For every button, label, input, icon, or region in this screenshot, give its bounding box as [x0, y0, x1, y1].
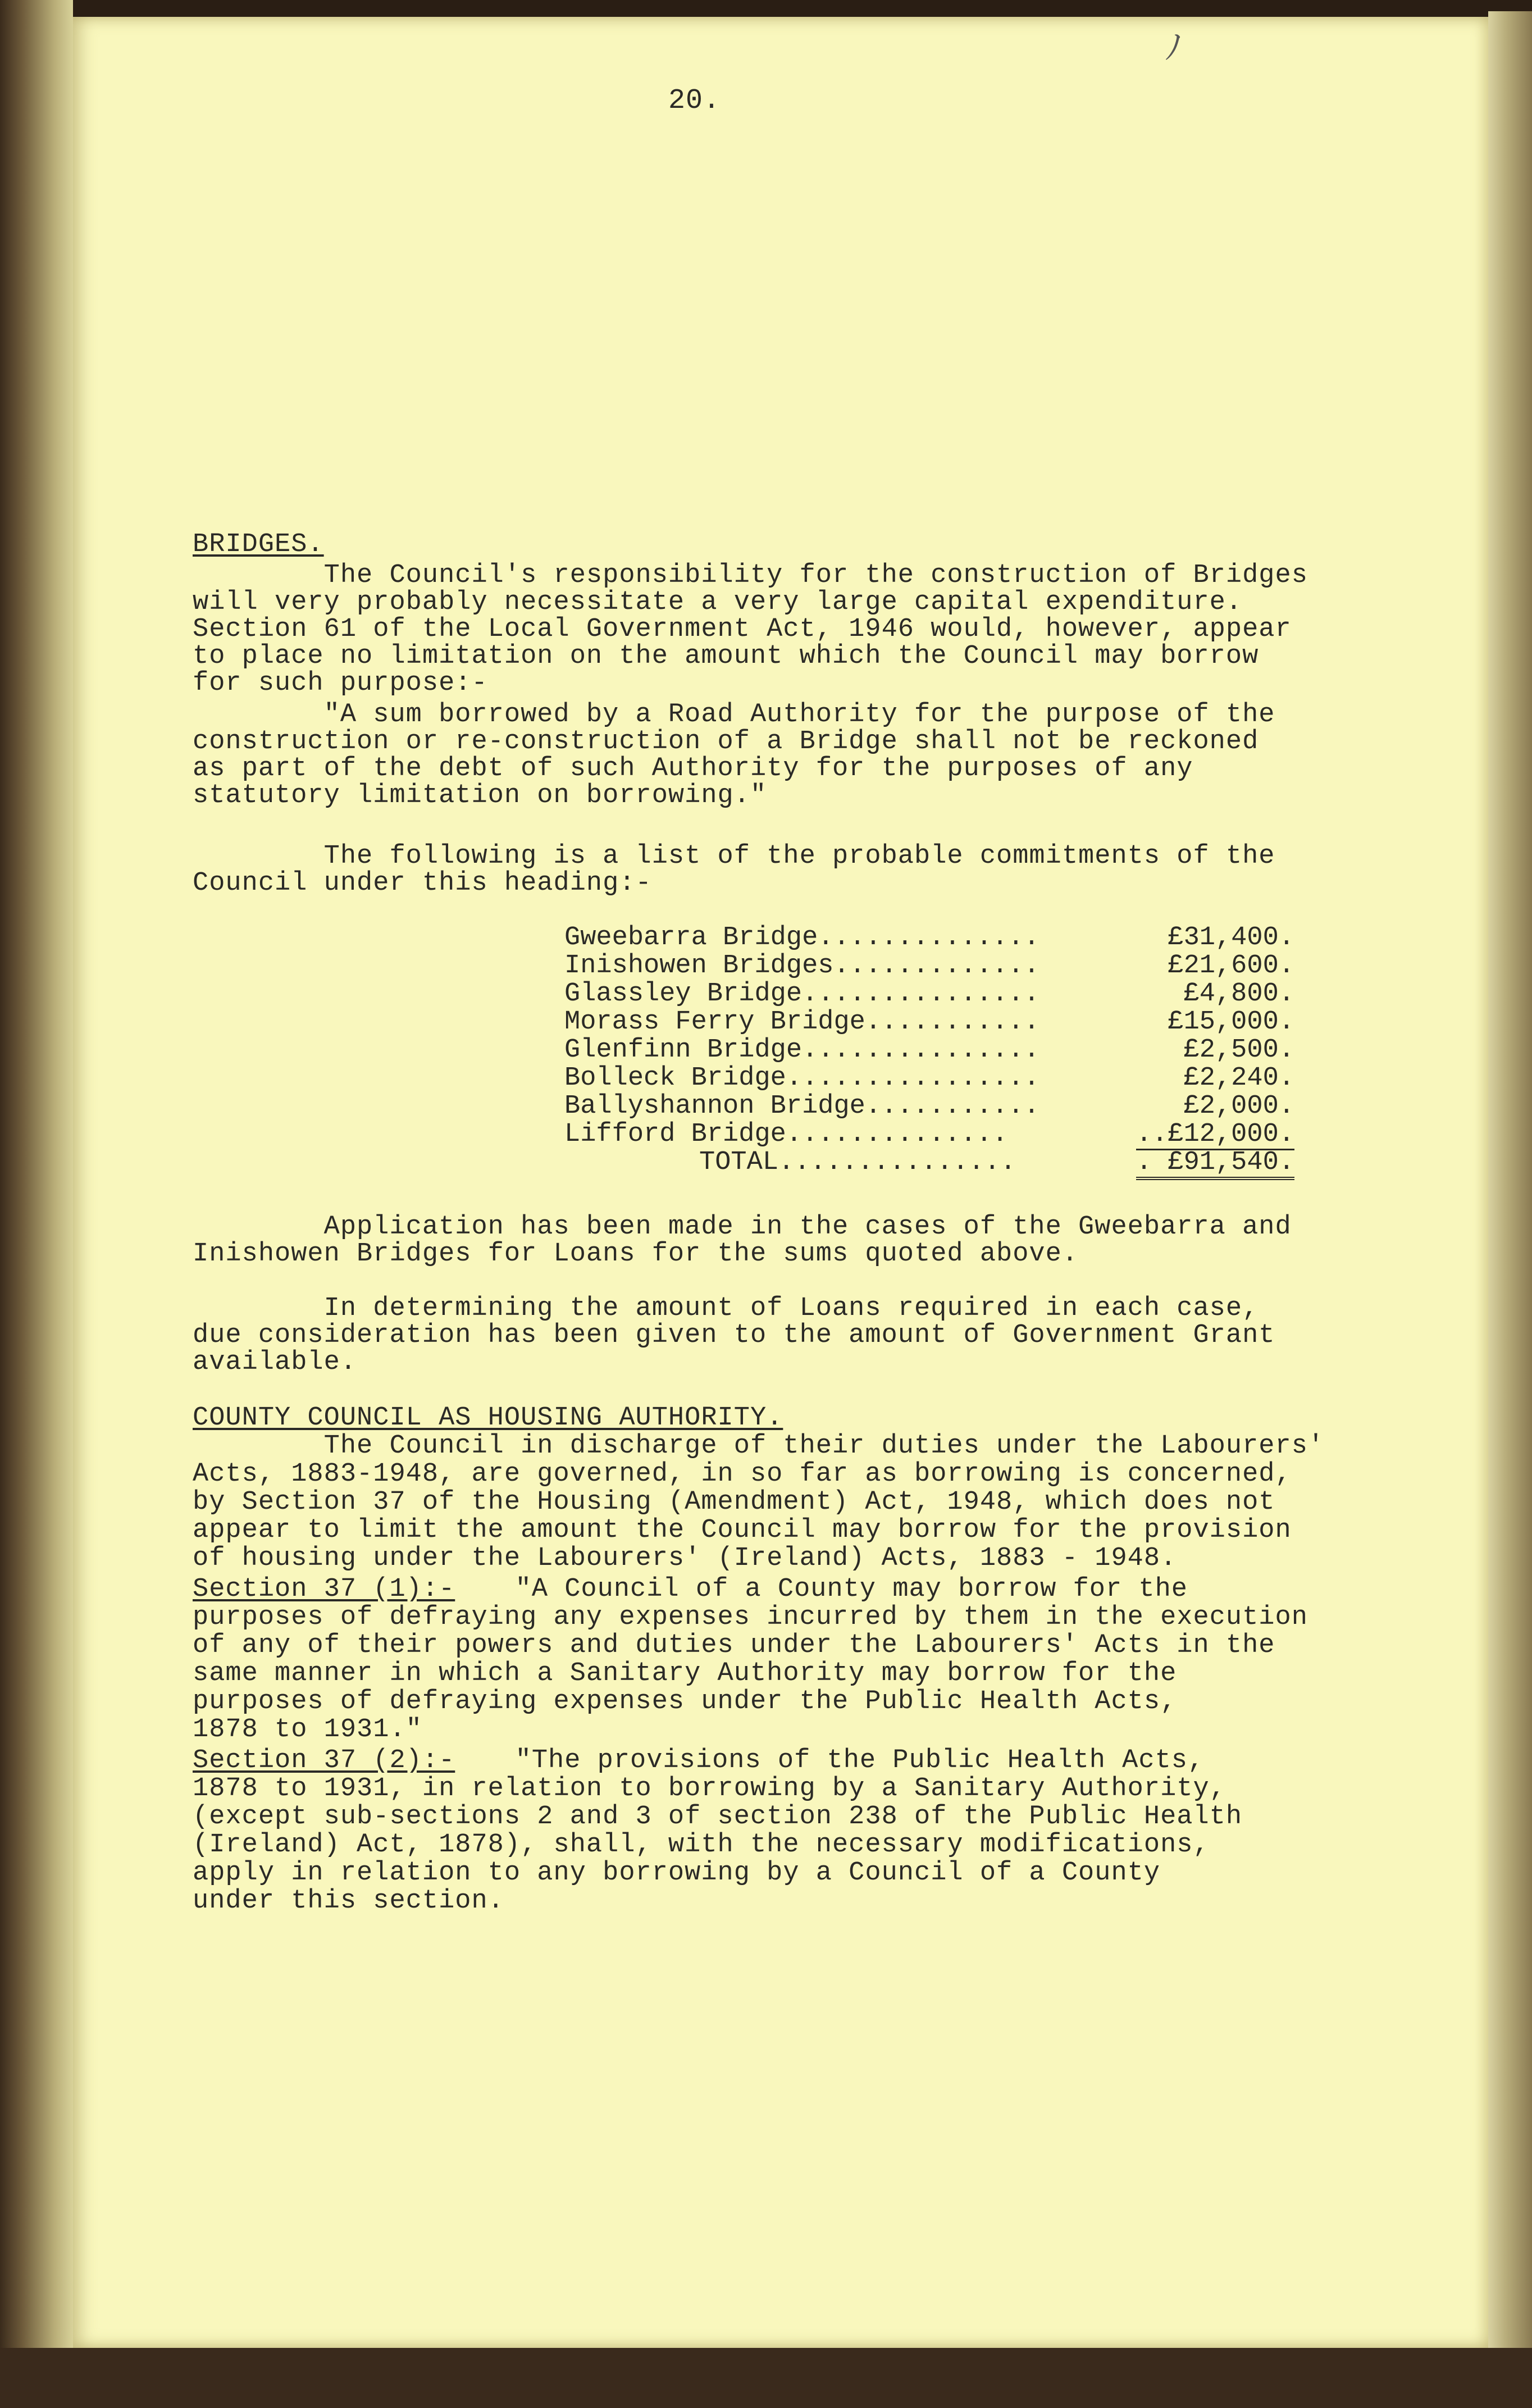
list-item: Glenfinn Bridge............... £2,500. [564, 1035, 1294, 1065]
section-37-1-line: of any of their powers and duties under the Labourers' Acts in the [193, 1631, 1275, 1660]
section-37-2-line: (except sub-sections 2 and 3 of section 238 of the Public Health [193, 1802, 1243, 1832]
section-37-2-line: 1878 to 1931, in relation to borrowing by a Sanitary Authority, [193, 1774, 1226, 1804]
total-amount: . £91,540. [1136, 1149, 1294, 1180]
bridges-para-line: The Council's responsibility for the construction of Bridges [193, 561, 1308, 590]
document-page [73, 17, 1488, 2348]
section-37-2-line: apply in relation to any borrowing by a Council of a County [193, 1858, 1161, 1888]
list-item: Gweebarra Bridge.............. £31,400. [564, 923, 1294, 953]
housing-para-line: The Council in discharge of their duties under the Labourers' [193, 1431, 1325, 1461]
determining-line: In determining the amount of Loans required in each case, [193, 1294, 1259, 1323]
housing-para-line: Acts, 1883-1948, are governed, in so far as borrowing is concerned, [193, 1459, 1292, 1489]
section-37-2-line: under this section. [193, 1886, 504, 1916]
determining-line: due consideration has been given to the amount of Government Grant [193, 1321, 1275, 1350]
determining-line: available. [193, 1348, 357, 1377]
list-item: Inishowen Bridges............. £21,600. [564, 951, 1294, 981]
bridges-para-line: for such purpose:- [193, 668, 488, 698]
bridges-para-line: will very probably necessitate a very large capital expenditure. [193, 588, 1243, 617]
bridges-commitment-list [564, 924, 1294, 1177]
housing-para-line: of housing under the Labourers' (Ireland) Acts, 1883 - 1948. [193, 1544, 1177, 1573]
bridges-quote-line: "A sum borrowed by a Road Authority for the purpose of the [193, 700, 1275, 730]
section-37-1-line: same manner in which a Sanitary Authority may borrow for the [193, 1659, 1177, 1688]
housing-para-line: appear to limit the amount the Council may borrow for the provision [193, 1515, 1292, 1545]
list-item: Morass Ferry Bridge........... £15,000. [564, 1007, 1294, 1037]
list-item: Glassley Bridge............... £4,800. [564, 979, 1294, 1009]
section-37-1-label: Section 37 (1):- [193, 1574, 455, 1604]
section-37-2-text: "The provisions of the Public Health Acts, [466, 1746, 1205, 1776]
bridges-para-line: to place no limitation on the amount which the Council may borrow [193, 641, 1259, 671]
list-item: Ballyshannon Bridge........... £2,000. [564, 1091, 1294, 1121]
total-label: TOTAL............... [699, 1148, 1016, 1177]
housing-para-line: by Section 37 of the Housing (Amendment) Act, 1948, which does not [193, 1487, 1275, 1517]
page-bottom-shadow [0, 2348, 1532, 2408]
bridges-para-line: Section 61 of the Local Government Act, 1946 would, however, appear [193, 614, 1292, 644]
bridges-quote-line: statutory limitation on borrowing." [193, 781, 767, 811]
bridges-quote-line: construction or re-construction of a Bridge shall not be reckoned [193, 727, 1259, 757]
list-item: Lifford Bridge.............. ..£12,000. [564, 1119, 1294, 1149]
section-37-1-line: 1878 to 1931." [193, 1715, 422, 1745]
bridges-intro-line: Council under this heading:- [193, 868, 652, 898]
bridges-intro-line: The following is a list of the probable commitments of the [193, 841, 1275, 871]
page-edge [1488, 11, 1532, 2370]
book-binding [0, 0, 73, 2408]
application-line: Application has been made in the cases of the Gweebarra and [193, 1212, 1292, 1242]
bridges-heading: BRIDGES. [193, 530, 324, 559]
pencil-mark: ﾉ [1165, 31, 1183, 70]
section-37-1-line: purposes of defraying any expenses incurred by them in the execution [193, 1603, 1308, 1632]
bridges-quote-line: as part of the debt of such Authority for the purposes of any [193, 754, 1193, 784]
total-row [564, 1149, 1294, 1177]
list-item: Bolleck Bridge................ £2,240. [564, 1063, 1294, 1093]
housing-heading: COUNTY COUNCIL AS HOUSING AUTHORITY. [193, 1403, 783, 1433]
section-37-2-label: Section 37 (2):- [193, 1746, 455, 1776]
section-37-2-line: (Ireland) Act, 1878), shall, with the necessary modifications, [193, 1830, 1210, 1860]
section-37-1-text: "A Council of a County may borrow for the [466, 1574, 1188, 1604]
section-37-1-line: purposes of defraying expenses under the Public Health Acts, [193, 1687, 1177, 1717]
page-number: 20. [668, 85, 721, 117]
application-line: Inishowen Bridges for Loans for the sums quoted above. [193, 1239, 1079, 1269]
